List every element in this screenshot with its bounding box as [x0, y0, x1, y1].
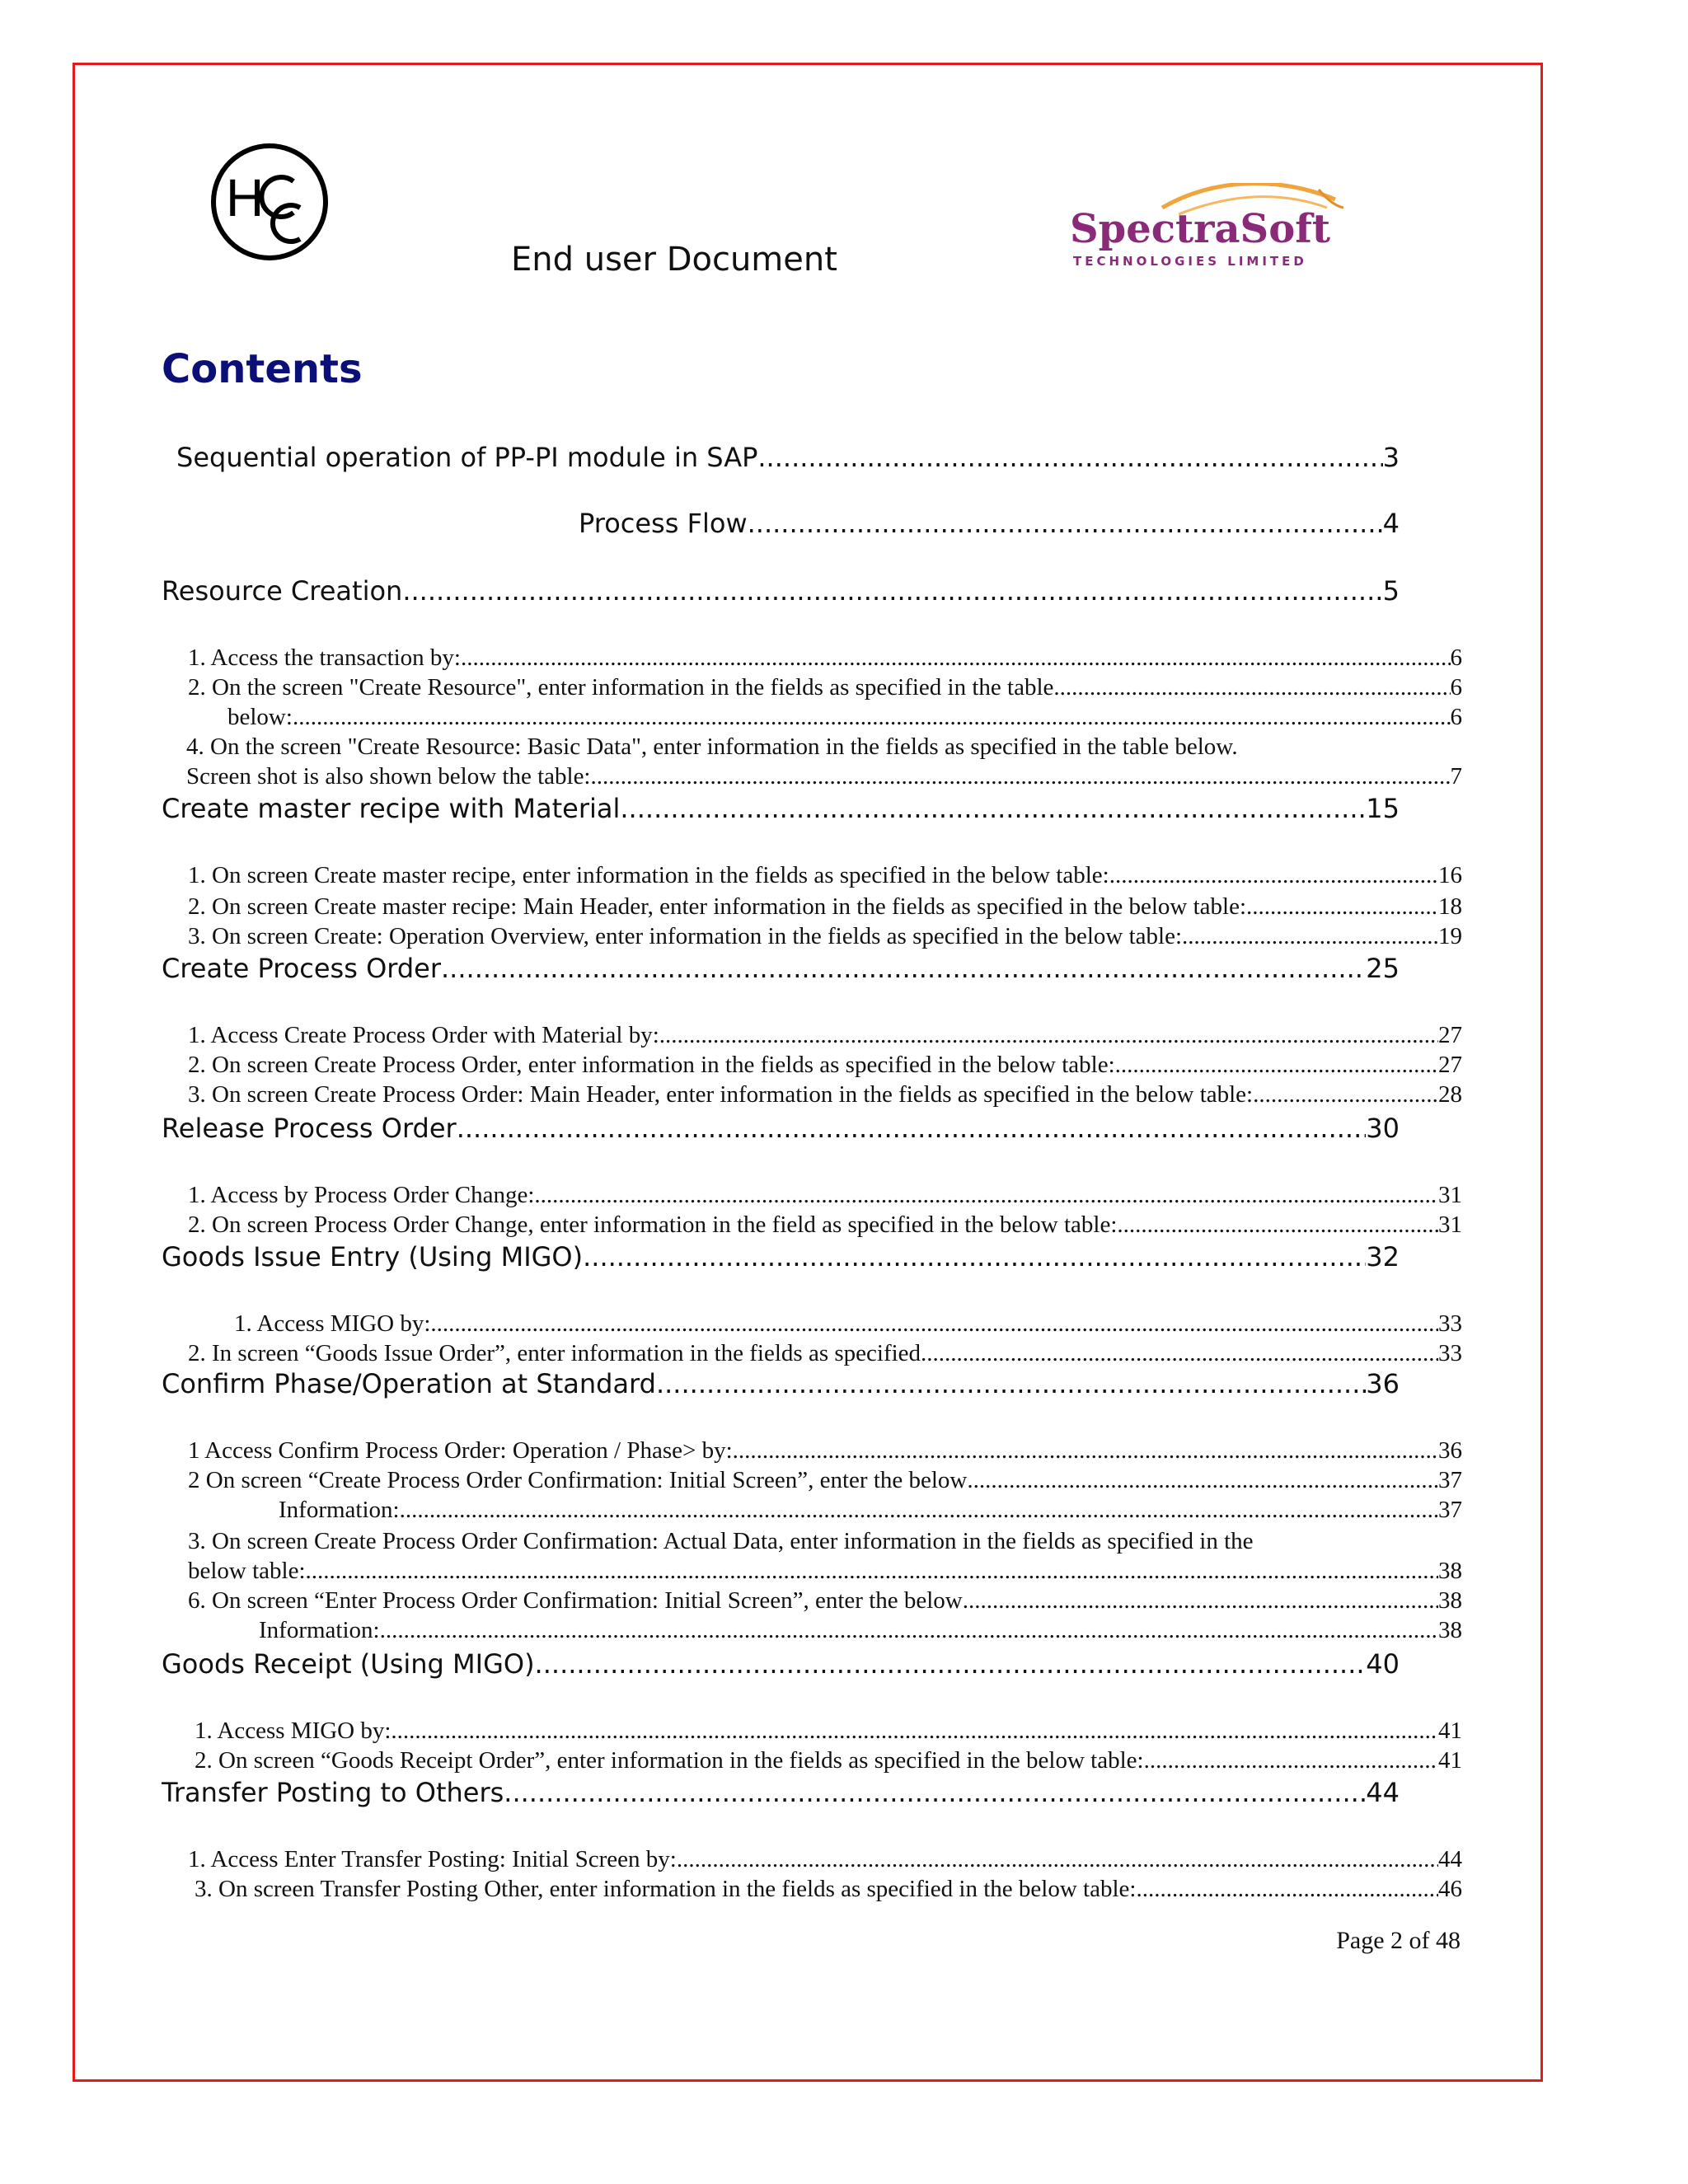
toc-leader — [733, 1437, 1438, 1465]
toc-subentry-text: 3. On screen Create: Operation Overview, enter information in the fields as specified in the below table: — [188, 923, 1183, 949]
toc-entry-text: Transfer Posting to Others — [162, 1777, 504, 1808]
toc-subentry[interactable] — [188, 862, 1462, 892]
toc-page-number: 36 — [1438, 1437, 1462, 1464]
toc-subentry-text: 2. On screen Create Process Order, enter information in the fields as specified in the below table: — [188, 1052, 1115, 1078]
toc-leader — [963, 1587, 1438, 1615]
toc-entry-text: Goods Issue Entry (Using MIGO) — [162, 1241, 584, 1272]
toc-page-number: 3 — [1382, 442, 1400, 473]
toc-page-number: 5 — [1382, 575, 1400, 607]
toc-leader — [1253, 1081, 1438, 1108]
toc-entry-release-order[interactable] — [162, 1113, 1400, 1149]
toc-subentry-text: 2. On the screen "Create Resource", enter information in the fields as specified in the table — [188, 674, 1054, 701]
toc-subentry[interactable] — [259, 1617, 1462, 1647]
toc-page-number: 32 — [1366, 1241, 1400, 1272]
toc-entry-process-order[interactable] — [162, 953, 1400, 989]
toc-page-number: 40 — [1366, 1648, 1400, 1680]
toc-page-number: 41 — [1438, 1747, 1462, 1774]
hcc-logo — [208, 140, 331, 264]
toc-subentry-text: 6. On screen “Enter Process Order Confirmation: Initial Screen”, enter the below — [188, 1587, 963, 1614]
toc-entry-goods-issue[interactable] — [162, 1241, 1400, 1277]
toc-entry-text: Process Flow — [579, 508, 748, 539]
toc-subentry-text: 1. Access MIGO by: — [234, 1310, 431, 1337]
svg-text:TECHNOLOGIES LIMITED: TECHNOLOGIES LIMITED — [1073, 254, 1307, 269]
toc-page-number: 27 — [1438, 1022, 1462, 1048]
toc-entry-text: Goods Receipt (Using MIGO) — [162, 1648, 535, 1680]
toc-subentry[interactable] — [188, 1558, 1462, 1587]
toc-leader — [591, 763, 1451, 790]
toc-entry-resource-creation[interactable] — [162, 575, 1400, 612]
toc-subentry-text: Information: — [279, 1497, 400, 1523]
toc-page-number: 25 — [1366, 953, 1400, 984]
toc-page-number: 36 — [1366, 1368, 1400, 1399]
toc-subentry-text: 1. Access Create Process Order with Material by: — [188, 1022, 659, 1048]
toc-entry-master-recipe[interactable] — [162, 793, 1400, 829]
toc-page-number: 30 — [1366, 1113, 1400, 1144]
toc-subentry[interactable] — [195, 1718, 1462, 1747]
toc-subentry[interactable] — [234, 1310, 1462, 1340]
toc-subentry-text[interactable]: 4. On the screen "Create Resource: Basic Data", enter information in the fields as specified in the table below. — [186, 733, 1238, 760]
toc-entry-text: Create master recipe with Material — [162, 793, 621, 824]
toc-leader — [457, 1113, 1367, 1144]
toc-subentry[interactable] — [188, 1467, 1462, 1497]
toc-leader — [461, 644, 1451, 672]
toc-page-number: 15 — [1366, 793, 1400, 824]
toc-page-number: 19 — [1438, 923, 1462, 949]
toc-subentry-text: below table: — [188, 1558, 306, 1584]
toc-subentry-text: Information: — [259, 1617, 380, 1643]
toc-leader — [659, 1022, 1438, 1049]
toc-page-number: 44 — [1366, 1777, 1400, 1808]
toc-subentry[interactable] — [186, 763, 1462, 793]
toc-entry-sequential[interactable] — [176, 442, 1400, 478]
toc-page-number: 7 — [1450, 763, 1462, 790]
toc-subentry-text: 1. Access MIGO by: — [195, 1718, 392, 1744]
toc-leader — [391, 1718, 1438, 1745]
toc-page-number: 6 — [1450, 644, 1462, 671]
toc-page-number: 28 — [1438, 1081, 1462, 1108]
toc-subentry-text: 3. On screen Create Process Order: Main Header, enter information in the fields as specified in the below table: — [188, 1081, 1254, 1108]
toc-page-number: 6 — [1450, 674, 1462, 701]
toc-leader — [1182, 923, 1438, 950]
toc-leader — [583, 1241, 1366, 1272]
toc-entry-text: Confirm Phase/Operation at Standard — [162, 1368, 656, 1399]
toc-page-number: 38 — [1438, 1587, 1462, 1614]
toc-leader — [1115, 1052, 1438, 1079]
toc-leader — [1136, 1876, 1438, 1903]
toc-page-number: 31 — [1438, 1212, 1462, 1238]
toc-leader — [967, 1467, 1438, 1494]
toc-leader — [504, 1777, 1366, 1808]
toc-leader — [1117, 1212, 1438, 1239]
toc-leader — [534, 1182, 1438, 1209]
toc-subentry-text: Screen shot is also shown below the table: — [186, 763, 591, 790]
contents-heading: Contents — [162, 346, 363, 392]
toc-subentry[interactable] — [188, 1081, 1462, 1111]
toc-entry-confirm-phase[interactable] — [162, 1368, 1400, 1404]
toc-subentry-text: 2 On screen “Create Process Order Confirmation: Initial Screen”, enter the below — [188, 1467, 968, 1493]
toc-subentry-text: 3. On screen Transfer Posting Other, enter information in the fields as specified in the below table: — [195, 1876, 1137, 1902]
toc-leader — [402, 575, 1382, 607]
toc-entry-transfer-posting[interactable] — [162, 1777, 1400, 1813]
toc-entry-text: Sequential operation of PP-PI module in SAP — [176, 442, 758, 473]
spectrasoft-logo — [1063, 183, 1376, 274]
toc-subentry-text: 1. Access Enter Transfer Posting: Initial Screen by: — [188, 1846, 677, 1872]
toc-subentry[interactable] — [188, 1437, 1462, 1467]
toc-page-number: 33 — [1438, 1340, 1462, 1366]
toc-leader — [441, 953, 1366, 984]
toc-subentry[interactable] — [188, 1212, 1462, 1241]
toc-subentry[interactable] — [188, 923, 1462, 953]
toc-page-number: 41 — [1438, 1718, 1462, 1744]
toc-page-number: 18 — [1438, 893, 1462, 920]
toc-subentry[interactable] — [188, 1587, 1462, 1617]
toc-page-number: 46 — [1438, 1876, 1462, 1902]
toc-leader — [293, 704, 1451, 731]
toc-leader — [430, 1310, 1438, 1338]
toc-subentry[interactable] — [188, 1052, 1462, 1081]
toc-page-number: 27 — [1438, 1052, 1462, 1078]
toc-leader — [748, 508, 1383, 539]
toc-subentry-text[interactable]: 3. On screen Create Process Order Confirmation: Actual Data, enter information in the fields as specified in the — [188, 1528, 1254, 1554]
toc-subentry-text: 1. On screen Create master recipe, enter information in the fields as specified in the below table: — [188, 862, 1109, 888]
toc-leader — [757, 442, 1382, 473]
toc-subentry-text: 2. On screen “Goods Receipt Order”, enter information in the fields as specified in the below table: — [195, 1747, 1144, 1774]
toc-page-number: 37 — [1438, 1467, 1462, 1493]
toc-subentry-text: 2. In screen “Goods Issue Order”, enter information in the fields as specified — [188, 1340, 921, 1366]
toc-subentry[interactable] — [195, 1747, 1462, 1777]
document-title: End user Document — [511, 241, 837, 279]
toc-subentry-text: 1 Access Confirm Process Order: Operation / Phase> by: — [188, 1437, 733, 1464]
toc-leader — [1053, 674, 1450, 701]
svg-text:H: H — [226, 168, 265, 227]
toc-subentry[interactable] — [188, 893, 1462, 923]
toc-leader — [400, 1497, 1438, 1524]
toc-subentry-text: 2. On screen Process Order Change, enter information in the field as specified in the below table: — [188, 1212, 1118, 1238]
toc-entry-text: Resource Creation — [162, 575, 403, 607]
toc-subentry[interactable] — [188, 1340, 1462, 1370]
toc-page-number: 31 — [1438, 1182, 1462, 1208]
svg-text:SpectraSoft: SpectraSoft — [1070, 206, 1331, 252]
toc-entry-process-flow[interactable] — [579, 508, 1400, 544]
toc-leader — [380, 1617, 1438, 1644]
toc-leader — [1109, 862, 1438, 889]
toc-page-number: 4 — [1382, 508, 1400, 539]
toc-subentry[interactable] — [195, 1876, 1462, 1905]
toc-page-number: 16 — [1438, 862, 1462, 888]
toc-entry-goods-receipt[interactable] — [162, 1648, 1400, 1685]
toc-subentry[interactable] — [188, 1182, 1462, 1212]
toc-page-number: 44 — [1438, 1846, 1462, 1872]
toc-subentry-text: 1. Access by Process Order Change: — [188, 1182, 535, 1208]
toc-leader — [306, 1558, 1438, 1585]
toc-subentry[interactable] — [279, 1497, 1462, 1526]
toc-leader — [921, 1340, 1438, 1367]
toc-page-number: 33 — [1438, 1310, 1462, 1337]
page-footer-number: Page 2 of 48 — [1336, 1927, 1461, 1954]
toc-subentry[interactable] — [188, 1022, 1462, 1052]
toc-leader — [1246, 893, 1438, 921]
toc-subentry-text: below: — [227, 704, 293, 730]
toc-subentry[interactable] — [188, 674, 1462, 704]
toc-page-number: 6 — [1450, 704, 1462, 730]
toc-page-number: 38 — [1438, 1558, 1462, 1584]
toc-leader — [677, 1846, 1438, 1873]
toc-entry-text: Create Process Order — [162, 953, 441, 984]
toc-subentry[interactable] — [188, 1846, 1462, 1876]
toc-leader — [535, 1648, 1367, 1680]
toc-subentry-text: 1. Access the transaction by: — [188, 644, 461, 671]
toc-subentry-text: 2. On screen Create master recipe: Main Header, enter information in the fields as specified in the below table: — [188, 893, 1247, 920]
toc-leader — [656, 1368, 1366, 1399]
toc-subentry[interactable] — [188, 644, 1462, 674]
toc-page-number: 37 — [1438, 1497, 1462, 1523]
toc-subentry[interactable] — [227, 704, 1462, 733]
toc-entry-text: Release Process Order — [162, 1113, 457, 1144]
toc-page-number: 38 — [1438, 1617, 1462, 1643]
toc-leader — [620, 793, 1366, 824]
toc-leader — [1144, 1747, 1438, 1774]
